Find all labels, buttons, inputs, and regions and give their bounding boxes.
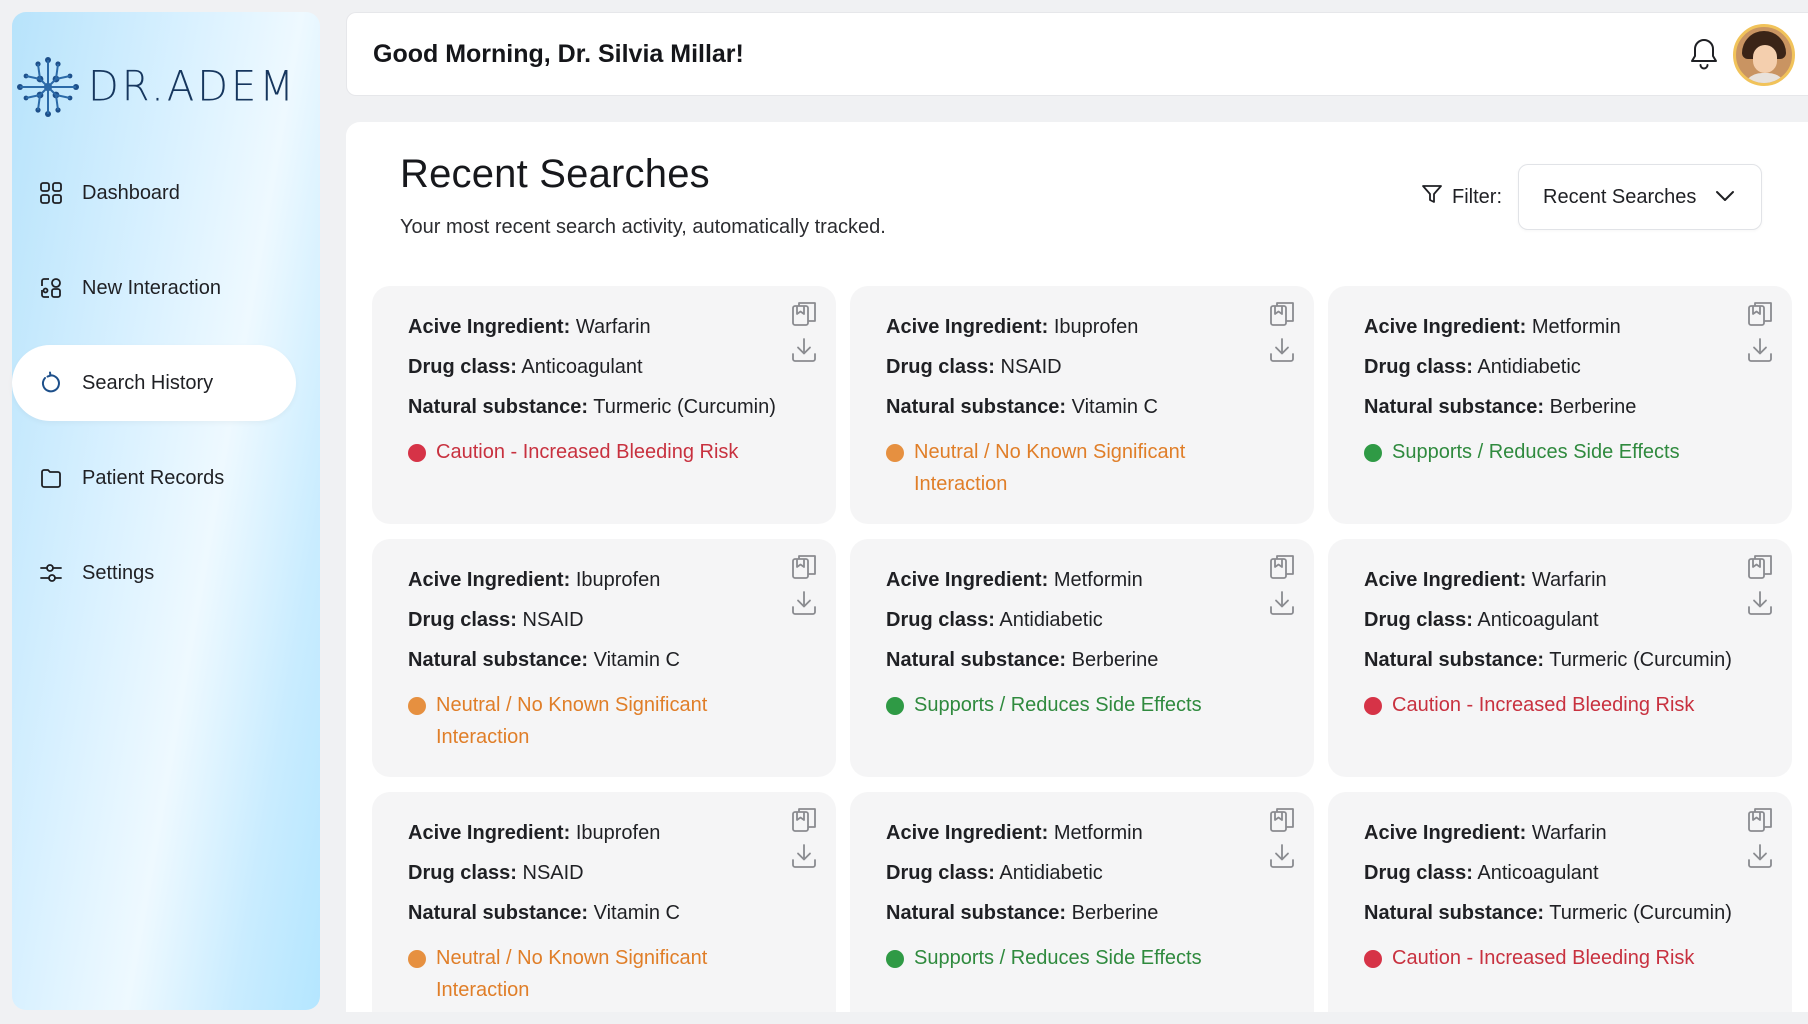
active-ingredient-label: Acive Ingredient: <box>1364 822 1527 844</box>
bookmark-icon[interactable] <box>1268 300 1296 333</box>
active-ingredient-value: Metformin <box>1053 822 1143 844</box>
brand-logo[interactable] <box>12 52 312 122</box>
bookmark-icon[interactable] <box>1268 553 1296 586</box>
sidebar-item-label: New Interaction <box>82 276 221 299</box>
natural-substance-row <box>408 902 680 925</box>
status-dot-icon <box>1364 950 1382 968</box>
filter-label <box>1420 182 1502 212</box>
search-card[interactable] <box>372 792 836 1012</box>
active-ingredient-value: Ibuprofen <box>575 569 661 591</box>
active-ingredient-value: Warfarin <box>575 316 651 338</box>
drug-class-label: Drug class: <box>1364 356 1473 378</box>
download-icon[interactable] <box>1268 336 1296 369</box>
natural-substance-label: Natural substance: <box>1364 902 1545 924</box>
active-ingredient-label: Acive Ingredient: <box>1364 316 1527 338</box>
status-dot-icon <box>886 697 904 715</box>
search-card[interactable] <box>1328 286 1792 524</box>
natural-substance-value: Vitamin C <box>1071 396 1158 418</box>
search-card[interactable] <box>1328 792 1792 1012</box>
natural-substance-row <box>1364 902 1732 925</box>
sidebar-item-search-history[interactable] <box>12 345 296 421</box>
interaction-status <box>408 689 766 753</box>
status-text: Neutral / No Known Significant Interaction <box>914 441 1186 495</box>
active-ingredient-label: Acive Ingredient: <box>408 569 571 591</box>
active-ingredient-row <box>1364 316 1621 339</box>
status-text: Neutral / No Known Significant Interaction <box>436 694 708 748</box>
interaction-status <box>1364 942 1722 974</box>
drug-class-value: NSAID <box>522 862 584 884</box>
natural-substance-value: Turmeric (Curcumin) <box>1549 902 1732 924</box>
interaction-status <box>1364 436 1722 468</box>
chevron-down-icon <box>1715 189 1735 208</box>
history-icon <box>38 370 64 396</box>
search-card[interactable] <box>1328 539 1792 777</box>
download-icon[interactable] <box>1268 842 1296 875</box>
natural-substance-row <box>1364 396 1636 419</box>
natural-substance-label: Natural substance: <box>408 649 589 671</box>
active-ingredient-row <box>408 822 660 845</box>
drug-class-value: Anticoagulant <box>1477 609 1599 631</box>
search-card[interactable] <box>850 286 1314 524</box>
status-dot-icon <box>408 444 426 462</box>
drug-class-label: Drug class: <box>1364 862 1473 884</box>
natural-substance-label: Natural substance: <box>886 649 1067 671</box>
download-icon[interactable] <box>790 589 818 622</box>
active-ingredient-row <box>886 569 1143 592</box>
main-panel <box>346 122 1808 1012</box>
interaction-status <box>886 689 1244 721</box>
natural-substance-label: Natural substance: <box>408 902 589 924</box>
natural-substance-value: Berberine <box>1549 396 1637 418</box>
active-ingredient-row <box>886 822 1143 845</box>
dashboard-grid-icon <box>38 180 64 206</box>
status-dot-icon <box>408 950 426 968</box>
drug-class-row <box>408 356 643 379</box>
brand-name: DR.ADEM <box>88 62 297 112</box>
active-ingredient-row <box>1364 569 1607 592</box>
status-text: Caution - Increased Bleeding Risk <box>436 441 739 463</box>
natural-substance-value: Turmeric (Curcumin) <box>593 396 776 418</box>
drug-class-value: Antidiabetic <box>999 862 1103 884</box>
status-text: Caution - Increased Bleeding Risk <box>1392 947 1695 969</box>
active-ingredient-label: Acive Ingredient: <box>886 822 1049 844</box>
active-ingredient-value: Ibuprofen <box>1053 316 1139 338</box>
drug-class-row <box>886 356 1062 379</box>
avatar[interactable] <box>1733 24 1795 86</box>
drug-class-row <box>886 862 1103 885</box>
bookmark-icon[interactable] <box>790 300 818 333</box>
filter-label-text: Filter: <box>1452 185 1502 208</box>
drug-class-value: Anticoagulant <box>521 356 643 378</box>
status-dot-icon <box>1364 444 1382 462</box>
drug-class-value: Antidiabetic <box>999 609 1103 631</box>
logo-mark-icon <box>12 52 84 122</box>
search-card[interactable] <box>850 792 1314 1012</box>
active-ingredient-row <box>408 569 660 592</box>
active-ingredient-row <box>408 316 651 339</box>
natural-substance-value: Vitamin C <box>593 902 680 924</box>
natural-substance-label: Natural substance: <box>886 902 1067 924</box>
interaction-icon <box>38 275 64 301</box>
natural-substance-row <box>886 902 1158 925</box>
active-ingredient-label: Acive Ingredient: <box>408 316 571 338</box>
interaction-status <box>886 436 1244 500</box>
sidebar-item-settings[interactable] <box>12 535 296 611</box>
drug-class-row <box>1364 356 1581 379</box>
natural-substance-value: Berberine <box>1071 649 1159 671</box>
download-icon[interactable] <box>790 336 818 369</box>
interaction-status <box>408 942 766 1006</box>
drug-class-row <box>408 609 584 632</box>
active-ingredient-row <box>886 316 1138 339</box>
active-ingredient-label: Acive Ingredient: <box>886 569 1049 591</box>
drug-class-value: NSAID <box>1000 356 1062 378</box>
greeting-text: Good Morning, Dr. Silvia Millar! <box>373 40 744 68</box>
download-icon[interactable] <box>1746 336 1774 369</box>
search-card[interactable] <box>850 539 1314 777</box>
active-ingredient-label: Acive Ingredient: <box>408 822 571 844</box>
drug-class-row <box>408 862 584 885</box>
sidebar-item-dashboard[interactable] <box>12 155 296 231</box>
natural-substance-value: Vitamin C <box>593 649 680 671</box>
natural-substance-row <box>1364 649 1732 672</box>
status-text: Caution - Increased Bleeding Risk <box>1392 694 1695 716</box>
active-ingredient-row <box>1364 822 1607 845</box>
drug-class-value: Anticoagulant <box>1477 862 1599 884</box>
sidebar-item-label: Settings <box>82 561 155 584</box>
status-dot-icon <box>1364 697 1382 715</box>
natural-substance-label: Natural substance: <box>408 396 589 418</box>
active-ingredient-value: Metformin <box>1531 316 1621 338</box>
natural-substance-row <box>408 649 680 672</box>
sidebar-item-new-interaction[interactable] <box>12 250 296 326</box>
bookmark-icon[interactable] <box>1268 806 1296 839</box>
bookmark-icon[interactable] <box>1746 806 1774 839</box>
search-card[interactable] <box>372 286 836 524</box>
filter-icon <box>1420 182 1444 212</box>
status-dot-icon <box>886 444 904 462</box>
notification-bell-icon[interactable] <box>1689 37 1719 76</box>
search-card[interactable] <box>372 539 836 777</box>
sidebar-item-label: Dashboard <box>82 181 180 204</box>
download-icon[interactable] <box>790 842 818 875</box>
sidebar-item-label: Patient Records <box>82 466 225 489</box>
status-text: Supports / Reduces Side Effects <box>914 947 1202 969</box>
sliders-icon <box>38 560 64 586</box>
drug-class-label: Drug class: <box>886 356 995 378</box>
natural-substance-label: Natural substance: <box>1364 649 1545 671</box>
top-header <box>346 12 1808 96</box>
status-text: Supports / Reduces Side Effects <box>914 694 1202 716</box>
natural-substance-value: Turmeric (Curcumin) <box>1549 649 1732 671</box>
interaction-status <box>886 942 1244 974</box>
active-ingredient-value: Warfarin <box>1531 822 1607 844</box>
drug-class-label: Drug class: <box>886 862 995 884</box>
download-icon[interactable] <box>1746 842 1774 875</box>
bookmark-icon[interactable] <box>1746 553 1774 586</box>
bookmark-icon[interactable] <box>790 806 818 839</box>
drug-class-value: Antidiabetic <box>1477 356 1581 378</box>
status-text: Neutral / No Known Significant Interaction <box>436 947 708 1001</box>
interaction-status <box>1364 689 1722 721</box>
natural-substance-label: Natural substance: <box>886 396 1067 418</box>
natural-substance-value: Berberine <box>1071 902 1159 924</box>
page-title: Recent Searches <box>400 152 710 196</box>
active-ingredient-label: Acive Ingredient: <box>1364 569 1527 591</box>
bookmark-icon[interactable] <box>790 553 818 586</box>
page-subtitle: Your most recent search activity, automatically tracked. <box>400 216 886 238</box>
status-dot-icon <box>408 697 426 715</box>
sidebar <box>12 12 320 1010</box>
sidebar-item-patient-records[interactable] <box>12 440 296 516</box>
bookmark-icon[interactable] <box>1746 300 1774 333</box>
download-icon[interactable] <box>1746 589 1774 622</box>
filter-dropdown[interactable] <box>1518 164 1762 230</box>
natural-substance-row <box>886 649 1158 672</box>
drug-class-label: Drug class: <box>408 609 517 631</box>
status-dot-icon <box>886 950 904 968</box>
filter-selected-value: Recent Searches <box>1543 185 1697 208</box>
active-ingredient-value: Ibuprofen <box>575 822 661 844</box>
natural-substance-label: Natural substance: <box>1364 396 1545 418</box>
download-icon[interactable] <box>1268 589 1296 622</box>
drug-class-label: Drug class: <box>886 609 995 631</box>
natural-substance-row <box>408 396 776 419</box>
active-ingredient-value: Warfarin <box>1531 569 1607 591</box>
drug-class-row <box>1364 609 1599 632</box>
active-ingredient-value: Metformin <box>1053 569 1143 591</box>
active-ingredient-label: Acive Ingredient: <box>886 316 1049 338</box>
status-text: Supports / Reduces Side Effects <box>1392 441 1680 463</box>
drug-class-row <box>886 609 1103 632</box>
drug-class-label: Drug class: <box>408 862 517 884</box>
drug-class-row <box>1364 862 1599 885</box>
folder-icon <box>38 465 64 491</box>
drug-class-label: Drug class: <box>408 356 517 378</box>
interaction-status <box>408 436 766 468</box>
drug-class-label: Drug class: <box>1364 609 1473 631</box>
drug-class-value: NSAID <box>522 609 584 631</box>
natural-substance-row <box>886 396 1158 419</box>
sidebar-item-label: Search History <box>82 371 214 394</box>
